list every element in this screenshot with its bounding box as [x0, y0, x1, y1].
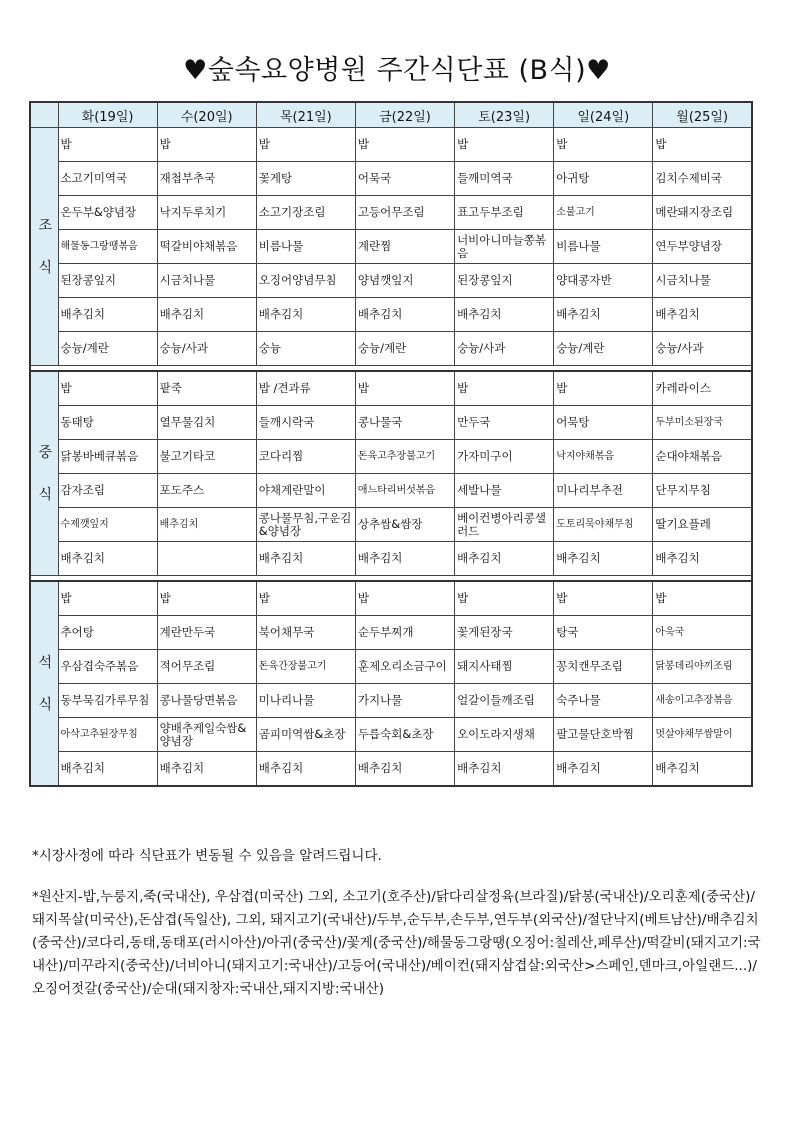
- day-header: 목(21일): [256, 102, 355, 128]
- meal-label-char: 식: [38, 259, 53, 276]
- menu-item: 배추김치: [157, 752, 256, 787]
- menu-item: 밥: [58, 128, 157, 162]
- menu-row: [30, 616, 752, 650]
- menu-row: [30, 542, 752, 576]
- menu-item: 배추김치: [157, 298, 256, 332]
- menu-item: 콩나물국: [355, 406, 454, 440]
- menu-item: 비름나물: [554, 230, 653, 264]
- menu-item: 배추김치: [256, 752, 355, 787]
- menu-row: [30, 752, 752, 787]
- menu-item: 배추김치: [355, 752, 454, 787]
- menu-item: 밥: [455, 371, 554, 406]
- menu-item: 배추김치: [157, 508, 256, 542]
- menu-item: 배추김치: [653, 752, 752, 787]
- menu-item: 베이컨병아리콩샐러드: [455, 508, 554, 542]
- menu-item: 소고기미역국: [58, 162, 157, 196]
- day-header: 월(25일): [653, 102, 752, 128]
- notice-text: *시장사정에 따라 식단표가 변동될 수 있음을 알려드립니다.: [32, 848, 382, 864]
- menu-item: 돼지사태찜: [455, 650, 554, 684]
- menu-item: 밥: [455, 581, 554, 616]
- menu-row: [30, 371, 752, 406]
- meal-label-char: 식: [38, 696, 53, 713]
- meal-label-char: 석: [38, 654, 53, 671]
- menu-item: 메란돼지장조림: [653, 196, 752, 230]
- menu-item: 밥: [554, 128, 653, 162]
- menu-item: 된장콩잎지: [455, 264, 554, 298]
- menu-item: 배추김치: [653, 542, 752, 576]
- notes-section: [32, 845, 762, 1001]
- menu-item: 배추김치: [554, 542, 653, 576]
- menu-item: 밥: [355, 581, 454, 616]
- menu-row: [30, 196, 752, 230]
- menu-item: 배추김치: [455, 298, 554, 332]
- menu-item: 새송이고추장볶음: [653, 684, 752, 718]
- menu-item: 비름나물: [256, 230, 355, 264]
- menu-row: [30, 128, 752, 162]
- menu-item: 배추김치: [554, 298, 653, 332]
- menu-row: [30, 440, 752, 474]
- day-header: 수(20일): [157, 102, 256, 128]
- menu-item: 불고기타코: [157, 440, 256, 474]
- menu-item: 탕국: [554, 616, 653, 650]
- menu-item: 팔고물단호박찜: [554, 718, 653, 752]
- day-header: 금(22일): [355, 102, 454, 128]
- menu-item: 꽁치캔무조림: [554, 650, 653, 684]
- menu-item: 시금치나물: [157, 264, 256, 298]
- menu-item: 숭늉/사과: [455, 332, 554, 366]
- menu-item: 수제깻잎지: [58, 508, 157, 542]
- page-title: ♥숲속요양병원 주간식단표 (B식)♥: [183, 55, 611, 86]
- menu-item: 밥: [554, 371, 653, 406]
- menu-item: 돈육고추장불고기: [355, 440, 454, 474]
- origin-text: *원산지-밥,누룽지,죽(국내산), 우삼겹(미국산) 그외, 소고기(호주산)/닭다리살정육(브라질)/닭봉(국내산)/오리훈제(중국산)/돼지목살(미국산),돈삼겹(독일산), 그외, 돼지고기(국내산)/두부,순두부,손두부,연두부(외국산)/절단낙지(베트남산)/배추김치(중국산)/코다리,동태,동태포(러시아산)/아귀(중국산)/꽃게(중국산)/해물동그랑땡(오징어:칠레산,페루산)/떡갈비(돼지고기:국내산)/미꾸라지(중국산)/너비아니(돼지고기:국내산)/고등어(국내산)/베이컨(돼지삼겹살:외국산>스페인,덴마크,아일랜드...)/오징어젓갈(중국산)/순대(돼지창자:국내산,돼지지방:국내산): [32, 889, 761, 997]
- menu-item: 동부묵김가루무침: [58, 684, 157, 718]
- menu-item: 밥: [157, 128, 256, 162]
- day-header: 화(19일): [58, 102, 157, 128]
- menu-item: 멋살야채무쌈말이: [653, 718, 752, 752]
- menu-item: 열무물김치: [157, 406, 256, 440]
- menu-item: 숭늉/계란: [58, 332, 157, 366]
- menu-item: 숭늉/계란: [554, 332, 653, 366]
- meal-label-char: 조: [38, 217, 53, 234]
- menu-item: 닭봉데리야끼조림: [653, 650, 752, 684]
- menu-item: 오징어양념무침: [256, 264, 355, 298]
- menu-item: 너비아니마늘쫑볶음: [455, 230, 554, 264]
- meal-label: [30, 371, 58, 576]
- menu-item: 팥죽: [157, 371, 256, 406]
- menu-item: 표고두부조림: [455, 196, 554, 230]
- menu-item: 들깨미역국: [455, 162, 554, 196]
- menu-item: 딸기요플레: [653, 508, 752, 542]
- menu-item: 포도주스: [157, 474, 256, 508]
- menu-item: 낙지두루치기: [157, 196, 256, 230]
- day-header-row: [30, 102, 752, 128]
- menu-item: 세발나물: [455, 474, 554, 508]
- menu-item: 콩나물무침,구운김&양념장: [256, 508, 355, 542]
- menu-item: 밥: [653, 128, 752, 162]
- menu-item: 밥: [355, 128, 454, 162]
- menu-row: [30, 684, 752, 718]
- menu-item: 밥: [554, 581, 653, 616]
- menu-item: 연두부양념장: [653, 230, 752, 264]
- menu-row: [30, 230, 752, 264]
- menu-item: 밥: [455, 128, 554, 162]
- menu-item: 배추김치: [355, 298, 454, 332]
- menu-item: 가지나물: [355, 684, 454, 718]
- menu-item: 고등어무조림: [355, 196, 454, 230]
- menu-item: 밥: [653, 581, 752, 616]
- menu-item: 감자조림: [58, 474, 157, 508]
- menu-item: 배추김치: [256, 542, 355, 576]
- menu-item: 애느타리버섯볶음: [355, 474, 454, 508]
- menu-row: [30, 332, 752, 366]
- menu-item: 오이도라지생채: [455, 718, 554, 752]
- meal-label: [30, 128, 58, 366]
- menu-item: 계란만두국: [157, 616, 256, 650]
- menu-item: 떡갈비야채볶음: [157, 230, 256, 264]
- menu-item: 아삭고추된장무침: [58, 718, 157, 752]
- menu-item: 숭늉/계란: [355, 332, 454, 366]
- menu-item: 단무지무침: [653, 474, 752, 508]
- menu-item: 아귀탕: [554, 162, 653, 196]
- menu-item: 순두부찌개: [355, 616, 454, 650]
- menu-item: 만두국: [455, 406, 554, 440]
- menu-item: 어묵국: [355, 162, 454, 196]
- menu-item: 도토리묵야채무침: [554, 508, 653, 542]
- menu-item: [157, 542, 256, 576]
- menu-item: 상추쌈&쌈장: [355, 508, 454, 542]
- menu-item: 적어무조림: [157, 650, 256, 684]
- menu-item: 재첩부추국: [157, 162, 256, 196]
- menu-item: 배추김치: [256, 298, 355, 332]
- menu-item: 해물동그랑땡볶음: [58, 230, 157, 264]
- menu-item: 콩나물당면볶음: [157, 684, 256, 718]
- menu-item: 배추김치: [554, 752, 653, 787]
- menu-row: [30, 162, 752, 196]
- menu-item: 밥: [355, 371, 454, 406]
- menu-item: 숭늉/사과: [653, 332, 752, 366]
- menu-item: 숙주나물: [554, 684, 653, 718]
- menu-item: 미나리부추전: [554, 474, 653, 508]
- menu-item: 양념깻잎지: [355, 264, 454, 298]
- menu-item: 숭늉: [256, 332, 355, 366]
- menu-item: 낙지야채볶음: [554, 440, 653, 474]
- menu-item: 밥: [58, 371, 157, 406]
- menu-item: 동태탕: [58, 406, 157, 440]
- menu-row: [30, 581, 752, 616]
- menu-row: [30, 406, 752, 440]
- menu-item: 꽃게탕: [256, 162, 355, 196]
- menu-item: 순대야채볶음: [653, 440, 752, 474]
- menu-item: 숭늉/사과: [157, 332, 256, 366]
- menu-body: [30, 128, 752, 787]
- menu-row: [30, 298, 752, 332]
- menu-item: 양대콩자반: [554, 264, 653, 298]
- meal-label: [30, 581, 58, 786]
- menu-item: 배추김치: [653, 298, 752, 332]
- menu-item: 김치수제비국: [653, 162, 752, 196]
- menu-item: 온두부&양념장: [58, 196, 157, 230]
- menu-item: 카레라이스: [653, 371, 752, 406]
- menu-item: 가자미구이: [455, 440, 554, 474]
- menu-item: 두릅숙회&초장: [355, 718, 454, 752]
- menu-item: 계란찜: [355, 230, 454, 264]
- menu-item: 꽃게된장국: [455, 616, 554, 650]
- menu-item: 코다리찜: [256, 440, 355, 474]
- meal-label-char: 식: [38, 486, 53, 503]
- menu-item: 어묵탕: [554, 406, 653, 440]
- menu-item: 추어탕: [58, 616, 157, 650]
- menu-item: 곰피미역쌈&초장: [256, 718, 355, 752]
- menu-row: [30, 650, 752, 684]
- menu-item: 배추김치: [455, 542, 554, 576]
- menu-item: 우삼겹숙주볶음: [58, 650, 157, 684]
- menu-item: 들깨시락국: [256, 406, 355, 440]
- menu-item: 밥: [256, 128, 355, 162]
- menu-item: 밥: [58, 581, 157, 616]
- menu-item: 소고기장조림: [256, 196, 355, 230]
- menu-item: 돈육간장불고기: [256, 650, 355, 684]
- menu-row: [30, 264, 752, 298]
- menu-item: 닭봉바베큐볶음: [58, 440, 157, 474]
- menu-item: 미나리나물: [256, 684, 355, 718]
- menu-item: 밥: [157, 581, 256, 616]
- menu-item: 시금치나물: [653, 264, 752, 298]
- menu-item: 배추김치: [355, 542, 454, 576]
- menu-item: 배추김치: [455, 752, 554, 787]
- day-header: 토(23일): [455, 102, 554, 128]
- weekly-menu-table: [29, 101, 753, 787]
- menu-item: 아욱국: [653, 616, 752, 650]
- menu-item: 야채계란말이: [256, 474, 355, 508]
- day-header: 일(24일): [554, 102, 653, 128]
- menu-item: 북어채무국: [256, 616, 355, 650]
- menu-item: 훈제오리소금구이: [355, 650, 454, 684]
- menu-row: [30, 508, 752, 542]
- meal-label-char: 중: [38, 444, 53, 461]
- menu-row: [30, 718, 752, 752]
- menu-item: 된장콩잎지: [58, 264, 157, 298]
- menu-item: 밥 /견과류: [256, 371, 355, 406]
- menu-item: 소불고기: [554, 196, 653, 230]
- menu-item: 양배추케일숙쌈&양념장: [157, 718, 256, 752]
- corner-cell: [30, 102, 58, 128]
- menu-row: [30, 474, 752, 508]
- menu-item: 배추김치: [58, 298, 157, 332]
- menu-item: 배추김치: [58, 542, 157, 576]
- menu-item: 얼갈이들깨조림: [455, 684, 554, 718]
- menu-item: 두부미소된장국: [653, 406, 752, 440]
- menu-item: 밥: [256, 581, 355, 616]
- menu-item: 배추김치: [58, 752, 157, 787]
